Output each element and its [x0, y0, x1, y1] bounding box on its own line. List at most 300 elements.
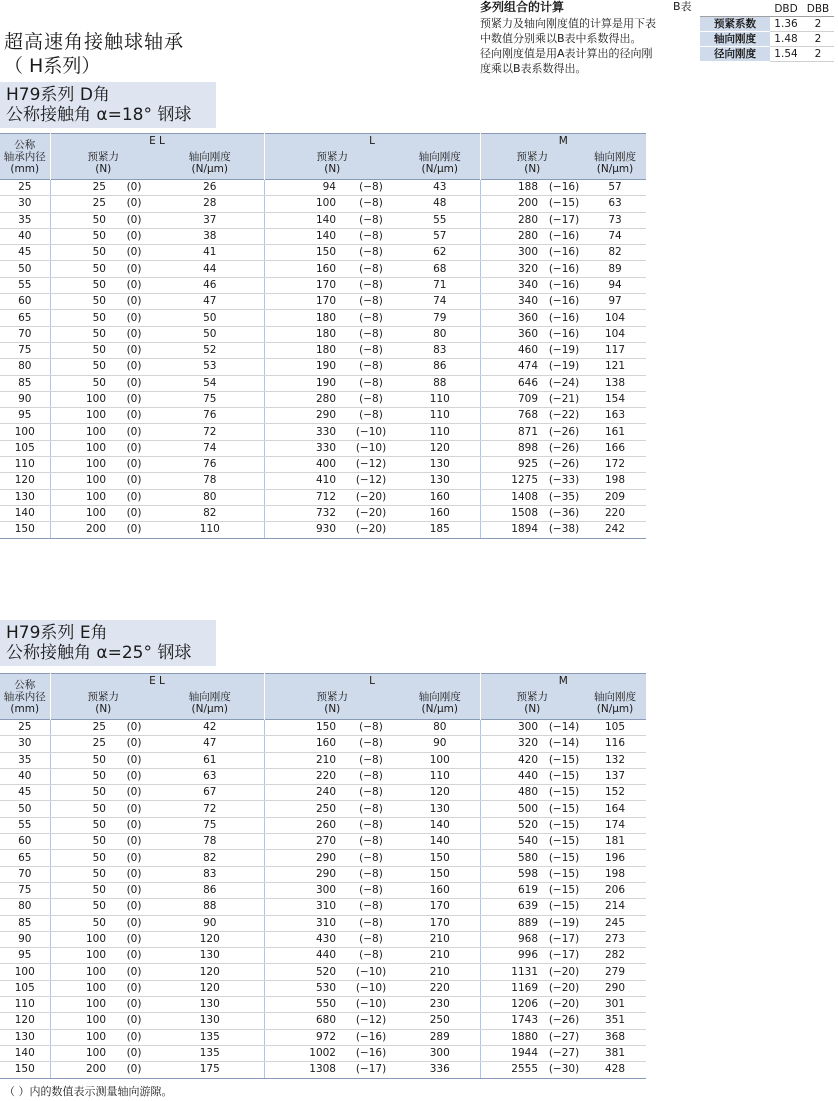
section-e-cell-el-clearance: (0) — [112, 834, 156, 850]
b-table-row-name: 径向刚度 — [700, 47, 770, 62]
section-d-cell-l-preload: 930 — [264, 522, 342, 538]
section-d-title: H79系列 D角 — [6, 85, 110, 105]
b-table-row — [700, 17, 834, 32]
section-d-cell-bore: 120 — [0, 473, 50, 489]
section-e-cell-bore: 40 — [0, 768, 50, 784]
section-e-cell-el-clearance: (0) — [112, 882, 156, 898]
section-d-cell-l-preload: 330 — [264, 440, 342, 456]
section-e-cell-m-preload: 480 — [480, 785, 544, 801]
section-d-cell-m-stiffness: 63 — [584, 196, 646, 212]
section-d-cell-el-stiffness: 44 — [156, 261, 264, 277]
section-d-cell-m-stiffness: 94 — [584, 277, 646, 293]
section-d-cell-l-clearance: (−8) — [342, 342, 400, 358]
section-e-cell-el-clearance: (0) — [112, 980, 156, 996]
section-e-cell-bore: 75 — [0, 882, 50, 898]
section-e-cell-el-preload: 50 — [50, 768, 112, 784]
section-e-cell-m-preload: 580 — [480, 850, 544, 866]
section-e-cell-l-preload: 310 — [264, 915, 342, 931]
section-e-cell-m-preload: 1880 — [480, 1029, 544, 1045]
section-d-cell-l-clearance: (−8) — [342, 196, 400, 212]
section-e-cell-m-preload: 619 — [480, 882, 544, 898]
section-e-cell-l-preload: 270 — [264, 834, 342, 850]
section-e-cell-bore: 60 — [0, 834, 50, 850]
section-d-cell-m-preload: 300 — [480, 245, 544, 261]
section-d-cell-bore: 90 — [0, 391, 50, 407]
section-d-cell-l-preload: 100 — [264, 196, 342, 212]
section-d-cell-el-preload: 50 — [50, 359, 112, 375]
section-d-cell-m-preload: 1894 — [480, 522, 544, 538]
section-d-cell-l-clearance: (−8) — [342, 212, 400, 228]
calculation-notes — [480, 0, 660, 76]
section-d-cell-m-stiffness: 198 — [584, 473, 646, 489]
section-d-cell-el-stiffness: 52 — [156, 342, 264, 358]
table-row — [0, 1045, 646, 1061]
b-table-cell-dbb: 2 — [802, 47, 834, 62]
section-e-cell-bore: 30 — [0, 736, 50, 752]
section-e-cell-l-clearance: (−10) — [342, 980, 400, 996]
section-d-cell-m-preload: 898 — [480, 440, 544, 456]
section-d-cell-m-preload: 1508 — [480, 505, 544, 521]
section-e-cell-bore: 90 — [0, 931, 50, 947]
section-e-cell-l-stiffness: 80 — [400, 720, 480, 736]
section-d-cell-m-clearance: (−17) — [544, 212, 584, 228]
section-d-cell-l-clearance: (−8) — [342, 294, 400, 310]
section-e-cell-m-stiffness: 381 — [584, 1045, 646, 1061]
section-d-cell-bore: 50 — [0, 261, 50, 277]
section-d-cell-m-stiffness: 57 — [584, 180, 646, 196]
section-e-cell-m-stiffness: 214 — [584, 899, 646, 915]
table-row — [0, 768, 646, 784]
section-e-cell-el-preload: 50 — [50, 899, 112, 915]
table-row — [0, 408, 646, 424]
section-e-cell-bore: 70 — [0, 866, 50, 882]
section-e-cell-l-preload: 150 — [264, 720, 342, 736]
section-d-cell-bore: 45 — [0, 245, 50, 261]
section-d-cell-l-stiffness: 160 — [400, 489, 480, 505]
section-e-cell-el-stiffness: 135 — [156, 1045, 264, 1061]
b-table — [700, 2, 834, 62]
section-e-cell-l-clearance: (−8) — [342, 736, 400, 752]
section-d-cell-el-stiffness: 50 — [156, 326, 264, 342]
section-e-cell-el-preload: 50 — [50, 752, 112, 768]
section-d-cell-el-stiffness: 110 — [156, 522, 264, 538]
section-d-cell-m-clearance: (−26) — [544, 440, 584, 456]
section-d-table — [0, 133, 646, 539]
section-d-cell-bore: 25 — [0, 180, 50, 196]
section-d-cell-el-preload: 50 — [50, 294, 112, 310]
footnote: （ ）内的数值表示测量轴向游隙。 — [4, 1085, 173, 1098]
section-e-cell-m-stiffness: 301 — [584, 997, 646, 1013]
section-d-cell-l-preload: 140 — [264, 228, 342, 244]
section-d-cell-el-clearance: (0) — [112, 228, 156, 244]
section-d-cell-l-stiffness: 130 — [400, 473, 480, 489]
section-e-cell-el-preload: 100 — [50, 931, 112, 947]
section-d-cell-m-clearance: (−16) — [544, 310, 584, 326]
section-d-cell-m-stiffness: 121 — [584, 359, 646, 375]
section-d-cell-m-stiffness: 74 — [584, 228, 646, 244]
section-e-cell-m-stiffness: 206 — [584, 882, 646, 898]
section-d-header-l-stiffness: 轴向刚度 (N/μm) — [400, 147, 480, 180]
section-e-cell-m-preload: 300 — [480, 720, 544, 736]
section-d-cell-m-preload: 1275 — [480, 473, 544, 489]
section-e-cell-bore: 110 — [0, 997, 50, 1013]
section-e-cell-l-clearance: (−8) — [342, 801, 400, 817]
section-d-cell-m-stiffness: 242 — [584, 522, 646, 538]
section-d-cell-m-clearance: (−16) — [544, 245, 584, 261]
section-d-cell-m-stiffness: 220 — [584, 505, 646, 521]
section-d-cell-l-clearance: (−8) — [342, 391, 400, 407]
section-d-cell-el-clearance: (0) — [112, 326, 156, 342]
table-row — [0, 882, 646, 898]
section-d-cell-el-stiffness: 54 — [156, 375, 264, 391]
section-e-cell-l-stiffness: 150 — [400, 850, 480, 866]
table-row — [0, 196, 646, 212]
section-e-cell-el-preload: 100 — [50, 1029, 112, 1045]
section-d-cell-bore: 30 — [0, 196, 50, 212]
section-e-header-el: E L — [50, 674, 264, 688]
section-d-cell-el-stiffness: 74 — [156, 440, 264, 456]
section-d-cell-m-preload: 340 — [480, 277, 544, 293]
section-e-cell-l-preload: 250 — [264, 801, 342, 817]
section-e-cell-el-clearance: (0) — [112, 801, 156, 817]
section-d-cell-m-clearance: (−24) — [544, 375, 584, 391]
section-e-cell-el-stiffness: 90 — [156, 915, 264, 931]
section-e-header-m: M — [480, 674, 646, 688]
section-d-cell-bore: 65 — [0, 310, 50, 326]
section-d-cell-l-clearance: (−20) — [342, 505, 400, 521]
section-e-cell-m-stiffness: 164 — [584, 801, 646, 817]
section-e-cell-bore: 130 — [0, 1029, 50, 1045]
section-d-cell-l-preload: 330 — [264, 424, 342, 440]
section-e-cell-m-preload: 639 — [480, 899, 544, 915]
section-e-cell-l-preload: 440 — [264, 948, 342, 964]
section-e-cell-l-preload: 160 — [264, 736, 342, 752]
section-d-cell-el-preload: 25 — [50, 180, 112, 196]
section-e-cell-m-clearance: (−26) — [544, 1013, 584, 1029]
section-e-cell-l-clearance: (−12) — [342, 1013, 400, 1029]
section-d-header-row-1 — [0, 134, 646, 148]
section-e-cell-m-preload: 598 — [480, 866, 544, 882]
section-e-cell-m-clearance: (−15) — [544, 866, 584, 882]
section-d-cell-el-clearance: (0) — [112, 342, 156, 358]
section-e-cell-el-clearance: (0) — [112, 915, 156, 931]
section-e-cell-bore: 85 — [0, 915, 50, 931]
section-d-cell-bore: 150 — [0, 522, 50, 538]
section-d-cell-l-preload: 190 — [264, 375, 342, 391]
section-d-cell-m-stiffness: 117 — [584, 342, 646, 358]
section-d-cell-m-stiffness: 172 — [584, 457, 646, 473]
section-e-cell-m-preload: 1743 — [480, 1013, 544, 1029]
section-e-cell-el-stiffness: 130 — [156, 997, 264, 1013]
table-row — [0, 720, 646, 736]
section-e-cell-m-clearance: (−20) — [544, 980, 584, 996]
section-d-cell-bore: 75 — [0, 342, 50, 358]
table-row — [0, 245, 646, 261]
section-d-cell-el-preload: 200 — [50, 522, 112, 538]
section-d-contact-angle: 公称接触角 α=18° 钢球 — [6, 105, 192, 125]
section-e-cell-el-stiffness: 120 — [156, 964, 264, 980]
section-d-cell-el-preload: 50 — [50, 261, 112, 277]
section-e-cell-el-clearance: (0) — [112, 866, 156, 882]
section-e-cell-bore: 120 — [0, 1013, 50, 1029]
section-d-cell-bore: 70 — [0, 326, 50, 342]
section-e-header-el-preload: 预紧力 (N) — [50, 687, 156, 720]
section-e-cell-l-stiffness: 170 — [400, 915, 480, 931]
section-e-cell-l-preload: 1002 — [264, 1045, 342, 1061]
section-d-cell-m-stiffness: 73 — [584, 212, 646, 228]
section-d-cell-l-clearance: (−12) — [342, 457, 400, 473]
table-row — [0, 997, 646, 1013]
section-d-cell-el-stiffness: 78 — [156, 473, 264, 489]
section-e-cell-bore: 150 — [0, 1062, 50, 1078]
section-e-cell-l-clearance: (−8) — [342, 931, 400, 947]
section-e-cell-l-clearance: (−8) — [342, 817, 400, 833]
section-d-cell-m-preload: 280 — [480, 228, 544, 244]
section-d-cell-l-stiffness: 71 — [400, 277, 480, 293]
section-d-cell-el-clearance: (0) — [112, 261, 156, 277]
section-e-cell-el-clearance: (0) — [112, 1062, 156, 1078]
section-e-cell-el-clearance: (0) — [112, 850, 156, 866]
table-row — [0, 505, 646, 521]
section-e-cell-el-clearance: (0) — [112, 720, 156, 736]
section-e-header-row-1 — [0, 674, 646, 688]
section-d-cell-el-stiffness: 80 — [156, 489, 264, 505]
section-e-cell-m-stiffness: 174 — [584, 817, 646, 833]
section-e-header-l: L — [264, 674, 480, 688]
section-e-cell-l-clearance: (−10) — [342, 997, 400, 1013]
section-e-cell-el-clearance: (0) — [112, 931, 156, 947]
section-d-cell-l-preload: 94 — [264, 180, 342, 196]
section-e-cell-el-preload: 100 — [50, 997, 112, 1013]
section-e-cell-el-preload: 100 — [50, 980, 112, 996]
section-d-cell-el-preload: 100 — [50, 505, 112, 521]
section-e-cell-m-stiffness: 116 — [584, 736, 646, 752]
section-d-cell-el-clearance: (0) — [112, 391, 156, 407]
section-e-cell-el-preload: 50 — [50, 801, 112, 817]
section-e-cell-bore: 100 — [0, 964, 50, 980]
section-e-cell-m-preload: 500 — [480, 801, 544, 817]
section-e-cell-l-preload: 550 — [264, 997, 342, 1013]
section-e-cell-el-clearance: (0) — [112, 736, 156, 752]
section-d-cell-m-preload: 925 — [480, 457, 544, 473]
section-d-cell-m-preload: 360 — [480, 326, 544, 342]
section-d-cell-el-preload: 100 — [50, 408, 112, 424]
section-d-cell-l-stiffness: 80 — [400, 326, 480, 342]
table-row — [0, 294, 646, 310]
section-e-cell-m-clearance: (−27) — [544, 1029, 584, 1045]
section-d-cell-m-clearance: (−16) — [544, 180, 584, 196]
table-row — [0, 834, 646, 850]
section-d-cell-el-stiffness: 28 — [156, 196, 264, 212]
section-d-header-row-2 — [0, 147, 646, 180]
section-d-cell-el-preload: 50 — [50, 375, 112, 391]
section-d-cell-m-preload: 188 — [480, 180, 544, 196]
section-e-cell-l-stiffness: 140 — [400, 817, 480, 833]
table-row — [0, 736, 646, 752]
section-e-header-l-stiffness: 轴向刚度 (N/μm) — [400, 687, 480, 720]
section-e-cell-l-stiffness: 289 — [400, 1029, 480, 1045]
section-e-cell-el-stiffness: 67 — [156, 785, 264, 801]
section-d-cell-m-clearance: (−16) — [544, 326, 584, 342]
section-d-cell-el-preload: 100 — [50, 489, 112, 505]
section-e-cell-m-stiffness: 290 — [584, 980, 646, 996]
section-e-cell-el-stiffness: 175 — [156, 1062, 264, 1078]
section-d-cell-el-clearance: (0) — [112, 457, 156, 473]
table-row — [0, 228, 646, 244]
section-e-header-m-stiffness: 轴向刚度 (N/μm) — [584, 687, 646, 720]
section-d-cell-el-clearance: (0) — [112, 473, 156, 489]
section-e-cell-el-stiffness: 75 — [156, 817, 264, 833]
section-e-cell-l-stiffness: 100 — [400, 752, 480, 768]
section-d-cell-l-stiffness: 110 — [400, 424, 480, 440]
section-e-cell-m-stiffness: 152 — [584, 785, 646, 801]
section-d-cell-el-stiffness: 26 — [156, 180, 264, 196]
section-d-cell-m-clearance: (−16) — [544, 277, 584, 293]
section-d-cell-m-preload: 340 — [480, 294, 544, 310]
table-row — [0, 310, 646, 326]
section-d-cell-l-clearance: (−8) — [342, 310, 400, 326]
section-d-cell-l-stiffness: 185 — [400, 522, 480, 538]
section-e-cell-m-clearance: (−15) — [544, 899, 584, 915]
section-e-cell-el-preload: 100 — [50, 1045, 112, 1061]
section-e-cell-el-stiffness: 83 — [156, 866, 264, 882]
section-e-cell-m-clearance: (−19) — [544, 915, 584, 931]
b-table-row-name: 预紧系数 — [700, 17, 770, 32]
b-table-cell-dbd: 1.54 — [770, 47, 802, 62]
section-d-cell-m-preload: 474 — [480, 359, 544, 375]
section-e-contact-angle: 公称接触角 α=25° 钢球 — [6, 643, 192, 663]
section-d-cell-l-stiffness: 74 — [400, 294, 480, 310]
table-row — [0, 473, 646, 489]
section-d-cell-bore: 105 — [0, 440, 50, 456]
section-e-cell-l-preload: 680 — [264, 1013, 342, 1029]
section-e-cell-el-stiffness: 47 — [156, 736, 264, 752]
section-e-cell-el-stiffness: 72 — [156, 801, 264, 817]
section-d-cell-l-clearance: (−8) — [342, 261, 400, 277]
section-d-cell-el-clearance: (0) — [112, 277, 156, 293]
section-e-cell-m-clearance: (−15) — [544, 817, 584, 833]
section-e-cell-el-stiffness: 120 — [156, 980, 264, 996]
section-d-cell-el-stiffness: 37 — [156, 212, 264, 228]
section-e-cell-l-stiffness: 120 — [400, 785, 480, 801]
section-e-cell-el-clearance: (0) — [112, 768, 156, 784]
table-row — [0, 785, 646, 801]
section-d-cell-l-preload: 180 — [264, 310, 342, 326]
section-e-cell-m-clearance: (−14) — [544, 736, 584, 752]
table-row — [0, 180, 646, 196]
section-d-cell-m-stiffness: 161 — [584, 424, 646, 440]
section-d-cell-el-preload: 100 — [50, 473, 112, 489]
section-e-cell-l-clearance: (−8) — [342, 915, 400, 931]
section-d-cell-bore: 80 — [0, 359, 50, 375]
section-e-cell-m-preload: 440 — [480, 768, 544, 784]
section-e-cell-el-stiffness: 130 — [156, 948, 264, 964]
table-row — [0, 359, 646, 375]
section-e-cell-l-clearance: (−8) — [342, 866, 400, 882]
section-d-header-el-stiffness: 轴向刚度 (N/μm) — [156, 147, 264, 180]
section-d-header-el: E L — [50, 134, 264, 148]
section-e-cell-el-stiffness: 86 — [156, 882, 264, 898]
section-e-cell-m-clearance: (−15) — [544, 801, 584, 817]
section-d-cell-m-stiffness: 166 — [584, 440, 646, 456]
section-d-cell-l-clearance: (−20) — [342, 522, 400, 538]
table-row — [0, 915, 646, 931]
section-e-cell-l-stiffness: 110 — [400, 768, 480, 784]
section-d-cell-el-preload: 25 — [50, 196, 112, 212]
page-title: 超高速角接触球轴承 — [4, 31, 185, 53]
section-e-cell-l-stiffness: 230 — [400, 997, 480, 1013]
section-e-cell-m-stiffness: 282 — [584, 948, 646, 964]
table-row — [0, 457, 646, 473]
section-e-cell-l-stiffness: 170 — [400, 899, 480, 915]
section-d-cell-l-stiffness: 68 — [400, 261, 480, 277]
section-e-cell-el-clearance: (0) — [112, 752, 156, 768]
section-e-cell-l-clearance: (−16) — [342, 1045, 400, 1061]
section-d-cell-m-preload: 768 — [480, 408, 544, 424]
table-row — [0, 489, 646, 505]
section-e-cell-l-preload: 210 — [264, 752, 342, 768]
section-d-cell-m-clearance: (−19) — [544, 342, 584, 358]
section-d-cell-l-stiffness: 62 — [400, 245, 480, 261]
section-d-cell-el-preload: 50 — [50, 342, 112, 358]
section-d-cell-m-clearance: (−16) — [544, 228, 584, 244]
section-d-cell-l-clearance: (−8) — [342, 228, 400, 244]
b-table-cell-dbd: 1.48 — [770, 32, 802, 47]
section-e-cell-el-preload: 100 — [50, 964, 112, 980]
section-d-cell-l-clearance: (−10) — [342, 424, 400, 440]
section-e-cell-m-clearance: (−17) — [544, 948, 584, 964]
section-e-cell-m-clearance: (−14) — [544, 720, 584, 736]
section-d-cell-m-clearance: (−19) — [544, 359, 584, 375]
section-d-cell-l-stiffness: 110 — [400, 408, 480, 424]
section-d-cell-bore: 85 — [0, 375, 50, 391]
section-d-cell-bore: 40 — [0, 228, 50, 244]
notes-paragraph-2: 径向刚度值是用A表计算出的径向刚度乘以B表系数得出。 — [480, 47, 653, 75]
section-d-cell-l-clearance: (−8) — [342, 326, 400, 342]
section-d-cell-l-preload: 180 — [264, 342, 342, 358]
section-d-cell-l-clearance: (−8) — [342, 180, 400, 196]
section-e-cell-l-clearance: (−8) — [342, 785, 400, 801]
section-e-cell-m-clearance: (−15) — [544, 882, 584, 898]
b-table-row — [700, 32, 834, 47]
table-row — [0, 964, 646, 980]
section-d-cell-el-stiffness: 46 — [156, 277, 264, 293]
section-d-header-m: M — [480, 134, 646, 148]
section-e-cell-el-stiffness: 130 — [156, 1013, 264, 1029]
section-d-cell-l-preload: 400 — [264, 457, 342, 473]
section-d-cell-m-clearance: (−35) — [544, 489, 584, 505]
table-row — [0, 752, 646, 768]
section-d-cell-el-clearance: (0) — [112, 440, 156, 456]
section-e-cell-el-preload: 100 — [50, 1013, 112, 1029]
section-e-cell-el-clearance: (0) — [112, 1013, 156, 1029]
section-d-cell-m-clearance: (−38) — [544, 522, 584, 538]
section-e-header-bore: 公称 轴承内径 (mm) — [0, 674, 50, 720]
section-e-cell-l-clearance: (−8) — [342, 899, 400, 915]
section-e-cell-m-stiffness: 181 — [584, 834, 646, 850]
section-e-cell-l-preload: 290 — [264, 850, 342, 866]
section-e-cell-m-preload: 540 — [480, 834, 544, 850]
section-d-cell-l-stiffness: 57 — [400, 228, 480, 244]
section-d-cell-bore: 110 — [0, 457, 50, 473]
section-d-cell-el-stiffness: 38 — [156, 228, 264, 244]
section-e-cell-m-stiffness: 245 — [584, 915, 646, 931]
section-e-cell-l-stiffness: 140 — [400, 834, 480, 850]
section-e-cell-l-stiffness: 300 — [400, 1045, 480, 1061]
section-e-cell-m-preload: 968 — [480, 931, 544, 947]
table-row — [0, 1013, 646, 1029]
section-e-cell-m-clearance: (−15) — [544, 850, 584, 866]
